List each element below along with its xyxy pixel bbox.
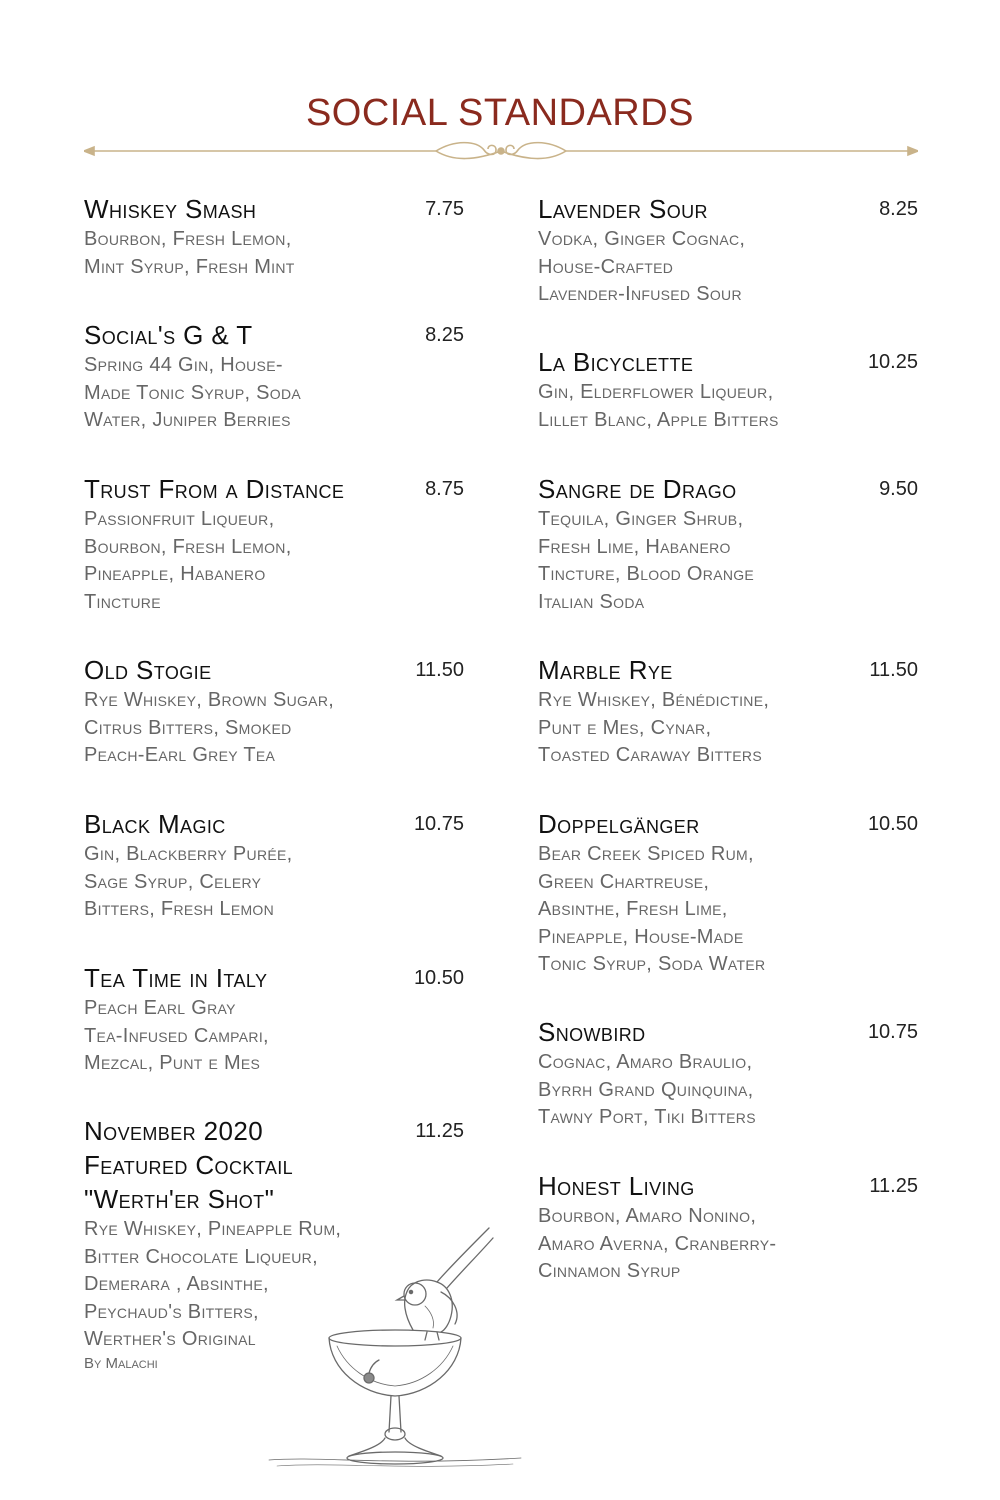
item-description: Peach Earl Gray Tea-Infused Campari, Mezcal, Punt e Mes: [84, 997, 269, 1074]
bird-on-cocktail-glass-icon: [265, 1220, 525, 1480]
item-name: Old Stogie: [84, 655, 212, 685]
item-price: 8.75: [425, 478, 464, 500]
menu-item: [538, 1169, 918, 1286]
item-description: Spring 44 Gin, House- Made Tonic Syrup, Soda Water, Juniper Berries: [84, 354, 302, 431]
item-name: Whiskey Smash: [84, 194, 257, 224]
item-description: Gin, Elderflower Liqueur, Lillet Blanc, Apple Bitters: [538, 381, 779, 431]
item-name: Social's G & T: [84, 320, 253, 350]
item-price: 10.25: [867, 351, 918, 373]
menu-item: [84, 472, 464, 653]
ornamental-divider-icon: [84, 138, 918, 164]
item-price: 10.75: [867, 1021, 918, 1043]
item-credit: By Malachi: [84, 1354, 158, 1372]
menu-item: [538, 472, 918, 653]
item-price: 11.50: [415, 659, 464, 681]
item-name: Sangre de Drago: [538, 474, 737, 504]
item-price: 7.75: [425, 198, 464, 220]
item-price: 11.25: [869, 1175, 918, 1197]
item-description: Bourbon, Fresh Lemon, Mint Syrup, Fresh Mint: [84, 228, 295, 278]
menu-item: [84, 653, 464, 807]
item-name: Black Magic: [84, 809, 226, 839]
item-price: 10.50: [413, 967, 464, 989]
item-description: Passionfruit Liqueur, Bourbon, Fresh Lemon, Pineapple, Habanero Tincture: [84, 508, 292, 613]
item-name: La Bicyclette: [538, 347, 694, 377]
menu-item: [538, 807, 918, 1015]
item-name: November 2020 Featured Cocktail "Werth'er Shot": [84, 1116, 294, 1214]
item-price: 11.25: [415, 1120, 464, 1142]
menu-item: [538, 192, 918, 345]
left-menu-column: [84, 192, 464, 1374]
item-price: 10.75: [413, 813, 464, 835]
item-name: Snowbird: [538, 1017, 646, 1047]
item-description: Bourbon, Amaro Nonino, Amaro Averna, Cranberry- Cinnamon Syrup: [538, 1205, 777, 1282]
menu-item: [84, 961, 464, 1114]
item-description: Cognac, Amaro Braulio, Byrrh Grand Quinquina, Tawny Port, Tiki Bitters: [538, 1051, 756, 1128]
item-description: Gin, Blackberry Purée, Sage Syrup, Celery Bitters, Fresh Lemon: [84, 843, 293, 920]
item-name: Doppelgänger: [538, 809, 700, 839]
item-name: Honest Living: [538, 1171, 695, 1201]
menu-item: [84, 807, 464, 961]
item-description: Tequila, Ginger Shrub, Fresh Lime, Habanero Tincture, Blood Orange Italian Soda: [538, 508, 755, 613]
item-description: Rye Whiskey, Brown Sugar, Citrus Bitters, Smoked Peach-Earl Grey Tea: [84, 689, 335, 766]
menu-item: [84, 318, 464, 472]
right-menu-column: [538, 192, 918, 1286]
item-name: Lavender Sour: [538, 194, 708, 224]
item-description: Rye Whiskey, Bénédictine, Punt e Mes, Cynar, Toasted Caraway Bitters: [538, 689, 770, 766]
menu-item: [538, 345, 918, 472]
item-name: Tea Time in Italy: [84, 963, 268, 993]
item-description: Bear Creek Spiced Rum, Green Chartreuse, Absinthe, Fresh Lime, Pineapple, House-Made Tonic Syrup, Soda Water: [538, 843, 766, 975]
item-price: 11.50: [869, 659, 918, 681]
item-price: 9.50: [879, 478, 918, 500]
item-price: 8.25: [879, 198, 918, 220]
item-description: Rye Whiskey, Pineapple Rum, Bitter Chocolate Liqueur, Demerara , Absinthe, Peychaud's Bitters, Werther's Original: [84, 1218, 342, 1350]
item-price: 8.25: [425, 324, 464, 346]
menu-item: [84, 192, 464, 318]
menu-title: SOCIAL STANDARDS: [305, 92, 695, 134]
item-name: Marble Rye: [538, 655, 673, 685]
menu-item: [538, 1015, 918, 1169]
item-description: Vodka, Ginger Cognac, House-Crafted Lavender-Infused Sour: [538, 228, 746, 305]
item-name: Trust From a Distance: [84, 474, 345, 504]
menu-item: [538, 653, 918, 807]
item-price: 10.50: [867, 813, 918, 835]
